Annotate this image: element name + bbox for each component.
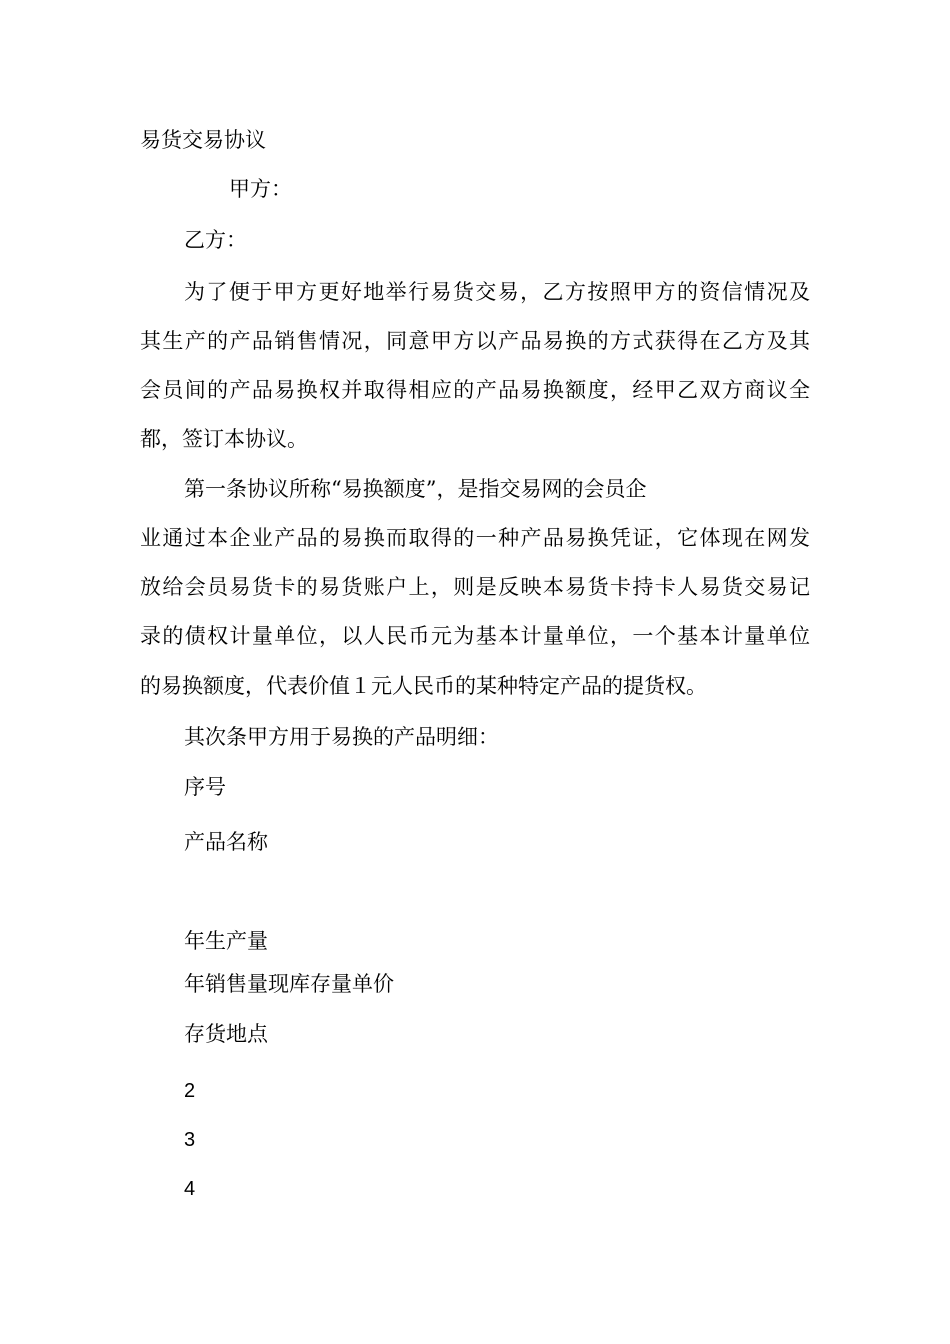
- article1-line-2: 业通过本企业产品的易换而取得的一种产品易换凭证，它体现在网发: [140, 526, 810, 550]
- article1-line-1: 第一条协议所称“易换额度”，是指交易网的会员企: [184, 477, 647, 501]
- document-title: 易货交易协议: [140, 128, 266, 152]
- party-b-label: 乙方：: [184, 228, 247, 252]
- table-header-annual-output: 年生产量: [184, 929, 268, 953]
- table-header-storage-location: 存货地点: [184, 1022, 268, 1046]
- table-row-number: 2: [184, 1080, 196, 1102]
- article2-heading: 其次条甲方用于易换的产品明细：: [184, 725, 499, 749]
- article1-line-3: 放给会员易货卡的易货账户上，则是反映本易货卡持卡人易货交易记: [140, 575, 810, 599]
- table-header-sales-stock-price: 年销售量现库存量单价: [184, 972, 394, 996]
- preamble-line-1: 为了便于甲方更好地举行易货交易，乙方按照甲方的资信情况及: [184, 280, 810, 304]
- article1-line-5: 的易换额度，代表价值１元人民币的某种特定产品的提货权。: [140, 674, 707, 698]
- article1-line-4: 录的债权计量单位，以人民币元为基本计量单位，一个基本计量单位: [140, 624, 810, 648]
- preamble-line-3: 会员间的产品易换权并取得相应的产品易换额度，经甲乙双方商议全: [140, 378, 810, 402]
- table-header-product-name: 产品名称: [184, 830, 268, 854]
- preamble-line-2: 其生产的产品销售情况，同意甲方以产品易换的方式获得在乙方及其: [140, 329, 810, 353]
- table-row-number: 4: [184, 1178, 196, 1200]
- table-header-serial: 序号: [184, 775, 226, 799]
- preamble-line-4: 都，签订本协议。: [140, 427, 308, 451]
- party-a-label: 甲方：: [229, 177, 292, 201]
- table-row-number: 3: [184, 1129, 196, 1151]
